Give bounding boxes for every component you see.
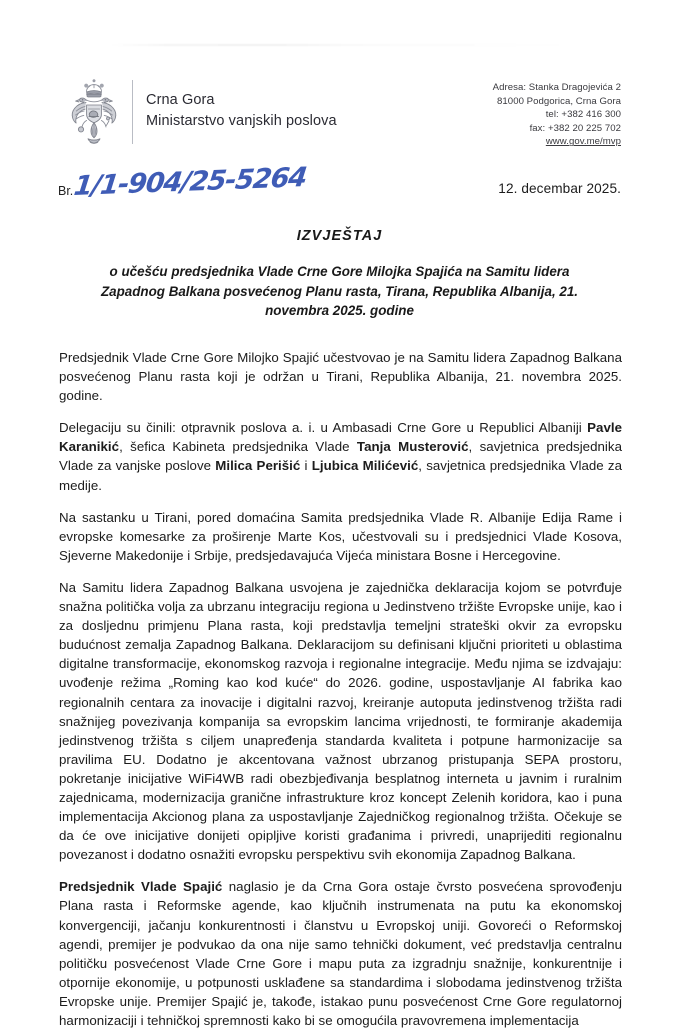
letterhead-header	[0, 78, 679, 164]
document-date: 12. decembar 2025.	[498, 181, 621, 196]
document-type-heading: IZVJEŠTAJ	[296, 228, 383, 244]
contact-telephone: tel: +382 416 300	[545, 109, 621, 121]
scan-artifact-streak	[110, 44, 580, 46]
reference-and-date-row	[0, 162, 679, 220]
country-name: Crna Gora	[146, 92, 215, 108]
contact-fax: fax: +382 20 225 702	[529, 122, 621, 134]
contact-city: 81000 Podgorica, Crna Gora	[497, 95, 621, 107]
document-subject-heading: o učešću predsjednika Vlade Crne Gore Milojka Spajića na Samitu lidera Zapadnog Balkana posvećenog Planu rasta, Tirana, Republika Albanija, 21. novembra 2025. godine	[101, 264, 578, 318]
reference-number-handwritten: 1/1-904/25-5264	[72, 162, 309, 202]
masthead-divider	[132, 80, 133, 144]
title-block	[58, 228, 621, 321]
body-paragraph: Na sastanku u Tirani, pored domaćina Samita predsjednika Vlade R. Albanije Edija Rame i evropske komesarke za proširenje Marte Kos, učestvovali su i predsjednici Vlade Kosova, Sjeverne Makedonije i Srbije, predsjedavajuća Vijeća ministara Bosne i Hercegovine.	[59, 509, 622, 563]
masthead	[64, 78, 337, 150]
ministry-name: Ministarstvo vanjskih poslova	[146, 113, 337, 129]
document-body	[59, 348, 622, 1030]
body-paragraph: Delegaciju su činili: otpravnik poslova a. i. u Ambasadi Crne Gore u Republici Albaniji Pavle Karanikić, šefica Kabineta predsjednika Vlade Tanja Musterović, savjetnica predsjednika Vlade za vanjske poslove Milica Perišić i Ljubica Milićević, savjetnica predsjednika Vlade za medije.	[59, 420, 623, 493]
montenegro-coat-of-arms-icon	[64, 78, 124, 150]
contact-website-link[interactable]: www.gov.me/mvp	[545, 136, 621, 148]
body-paragraph: Predsjednik Vlade Crne Gore Milojko Spajić učestvovao je na Samitu lidera Zapadnog Balkana posvećenog Planu rasta koji je održan u Tirani, Republika Albanija, 21. novembra 2025. godine.	[59, 350, 622, 404]
contact-block	[493, 81, 621, 149]
reference-number-label: Br.	[58, 184, 74, 198]
body-paragraph: Predsjednik Vlade Spajić naglasio je da Crna Gora ostaje čvrsto posvećena sprovođenju Plana rasta i Reformske agende, kao ključnih instrumenata na putu ka ekonomskoj konvergenciji, jačanju konkurentnosti i članstvu u Evropskoj uniji. Govoreći o Reformskoj agendi, premijer je podvukao da ona nije samo tehnički dokument, već predstavlja centralnu političku posvećenost Vlade Crne Gore i mapu puta za izgradnju snažnije, konkurentnije i otpornije ekonomije, u potpunosti usklađene sa standardima i slobodama jedinstvenog tržišta Evropske unije. Premijer Spajić je, takođe, istakao punu posvećenost Crne Gore regulatornoj harmonizaciji i tehničkoj spremnosti kako bi se omogućila pravovremena implementacija	[59, 879, 622, 1028]
reference-number	[58, 162, 309, 202]
body-paragraph: Na Samitu lidera Zapadnog Balkana usvojena je zajednička deklaracija kojom se potvrđuje snažna politička volja za ubrzanu integraciju regiona u Jedinstveno tržište Evropske unije, kao i za dosljednu primjenu Plana rasta, koji predstavlja temeljni strateški okvir za evropsku budućnost zemalja Zapadnog Balkana. Deklaracijom su definisani ključni prioriteti u oblastima digitalne transformacije, ekonomskog razvoja i regionalne integracije. Među njima se izdvajaju: uvođenje režima „Roming kao kod kuće“ do 2026. godine, uspostavljanje AI fabrika kao regionalnih centara za inovacije i digitalni razvoj, kreiranje autoputa jedinstvenog tržišta radi snažnijeg povezivanja kompanija sa evropskim lancima vrijednosti, te formiranje akademija jedinstvenog tržišta s ciljem unapređenja standarda kvaliteta i potpune harmonizacije sa pravilima EU. Dodatno je akcentovana važnost ubrzanog pristupanja SEPA prostoru, pokretanje inicijative WiFi4WB radi obezbjeđivanja besplatnog interneta u javnim i ruralnim zajednicama, modernizacija granične infrastrukture kroz koncept Zelenih koridora, kao i puna implementacija Akcionog plana za uspostavljanje Zajedničkog regionalnog tržišta. Očekuje se da će ove inicijative donijeti opipljive koristi građanima i privredi, unaprijediti regionalnu povezanost i dodatno osnažiti evropsku perspektivu svih ekonomija Zapadnog Balkana.	[59, 579, 622, 863]
contact-address: Adresa: Stanka Dragojevića 2	[492, 82, 621, 93]
organization-block	[146, 78, 337, 150]
